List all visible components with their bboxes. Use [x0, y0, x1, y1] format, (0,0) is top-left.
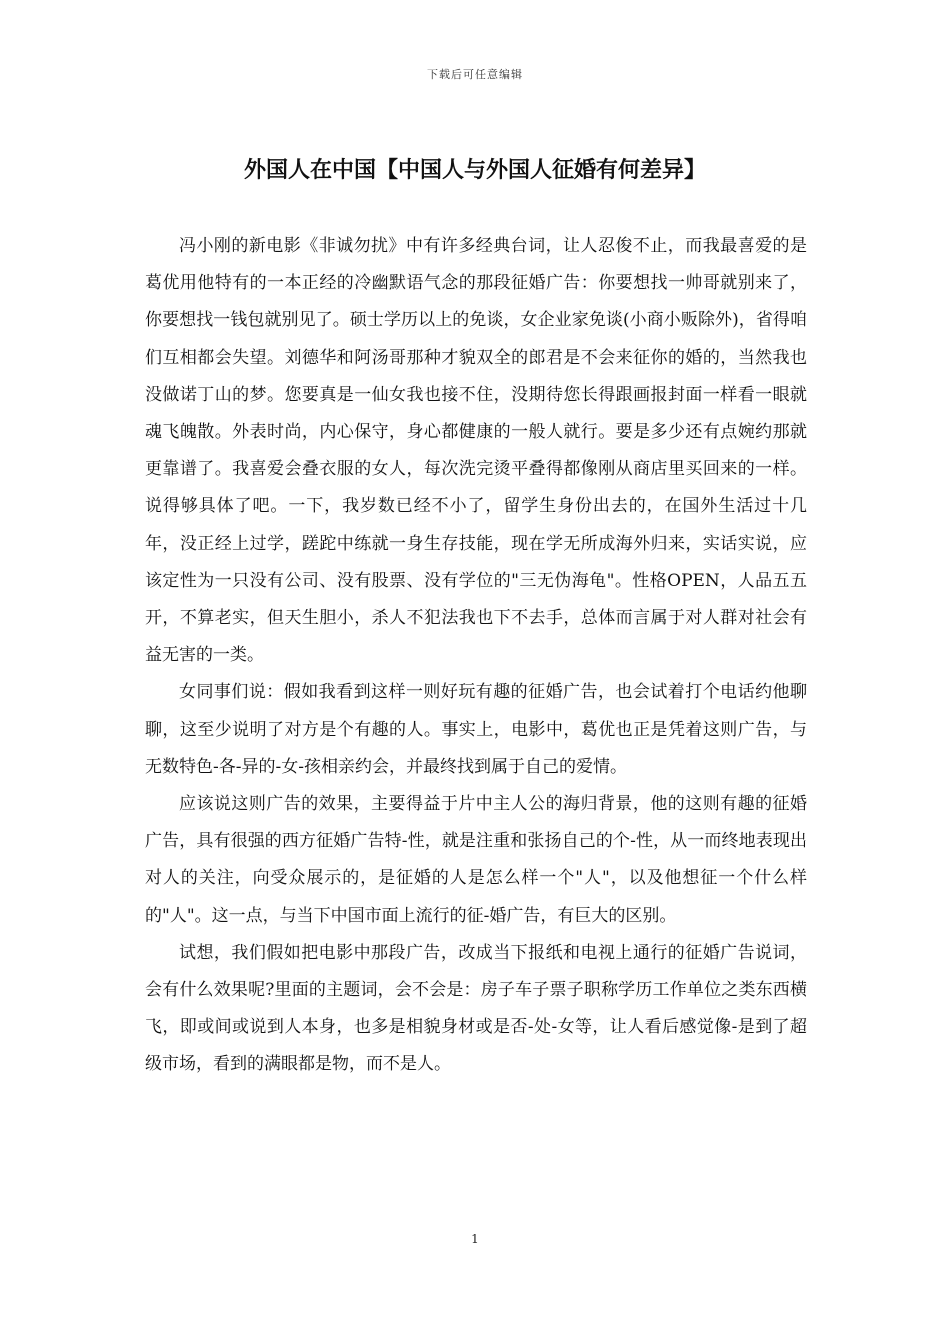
page-number: 1 [471, 1232, 479, 1246]
header-note: 下载后可任意编辑 [427, 68, 523, 81]
paragraph-2: 女同事们说：假如我看到这样一则好玩有趣的征婚广告，也会试着打个电话约他聊聊，这至少说明了对方是个有趣的人。事实上，电影中，葛优也正是凭着这则广告，与无数特色-各-异的-女-孩相亲约会，并最终找到属于自己的爱情。 [145, 682, 807, 777]
document-body [145, 228, 807, 1084]
paragraph-4: 试想，我们假如把电影中那段广告，改成当下报纸和电视上通行的征婚广告说词，会有什么效果呢?里面的主题词，会不会是：房子车子票子职称学历工作单位之类东西横飞，即或间或说到人本身，也多是相貌身材或是否-处-女等，让人看后感觉像-是到了超级市场，看到的满眼都是物，而不是人。 [145, 942, 807, 1075]
paragraph-3: 应该说这则广告的效果，主要得益于片中主人公的海归背景，他的这则有趣的征婚广告，具有很强的西方征婚广告特-性，就是注重和张扬自己的个-性，从一而终地表现出对人的关注，向受众展示的，是征婚的人是怎么样一个"人"，以及他想征一个什么样的"人"。这一点，与当下中国市面上流行的征-婚广告，有巨大的区别。 [145, 794, 807, 926]
page-title: 外国人在中国【中国人与外国人征婚有何差异】 [243, 157, 706, 183]
paragraph-1: 冯小刚的新电影《非诚勿扰》中有许多经典台词，让人忍俊不止，而我最喜爱的是葛优用他特有的一本正经的冷幽默语气念的那段征婚广告：你要想找一帅哥就别来了，你要想找一钱包就别见了。硕士学历以上的免谈，女企业家免谈(小商小贩除外)，省得咱们互相都会失望。刘德华和阿汤哥那种才貌双全的郎君是不会来征你的婚的，当然我也没做诺丁山的梦。您要真是一仙女我也接不住，没期待您长得跟画报封面一样看一眼就魂飞魄散。外表时尚，内心保守，身心都健康的一般人就行。要是多少还有点婉约那就更靠谱了。我喜爱会叠衣服的女人，每次洗完烫平叠得都像刚从商店里买回来的一样。说得够具体了吧。一下，我岁数已经不小了，留学生身份出去的，在国外生活过十几年，没正经上过学，蹉跎中练就一身生存技能，现在学无所成海外归来，实话实说，应该定性为一只没有公司、没有股票、没有学位的"三无伪海龟"。性格OPEN，人品五五开，不算老实，但天生胆小，杀人不犯法我也下不去手，总体而言属于对人群对社会有益无害的一类。 [145, 236, 807, 666]
